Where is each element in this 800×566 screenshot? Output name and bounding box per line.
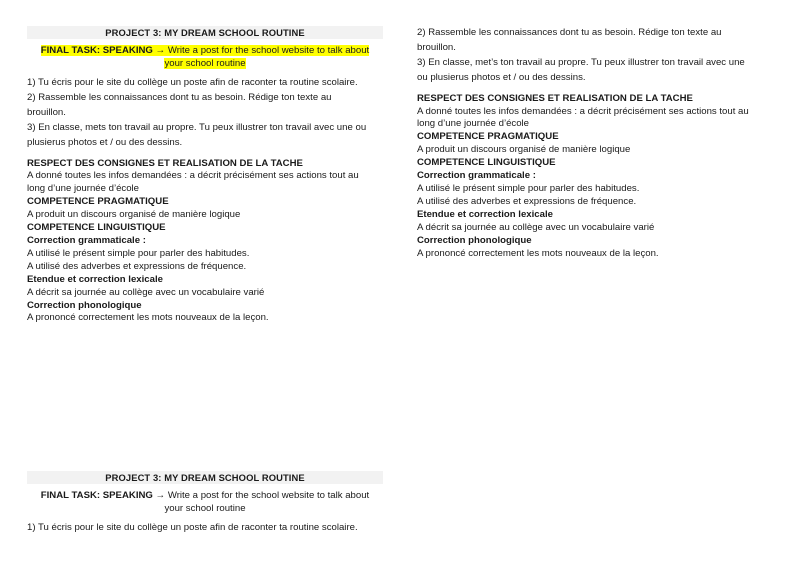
instruction-2a: 2) Rassemble les connaissances dont tu as besoin. Rédige ton texte au bbox=[27, 91, 332, 103]
right-grammar-line-2: A utilisé des adverbes et expressions de fréquence. bbox=[417, 195, 637, 207]
right-grammar-heading: Correction grammaticale : bbox=[417, 170, 536, 182]
final-task bbox=[27, 45, 383, 70]
instruction-1: 1) Tu écris pour le site du collège un poste afin de raconter ta routine scolaire. bbox=[27, 77, 358, 88]
right-linguistique-heading: COMPETENCE LINGUISTIQUE bbox=[417, 157, 556, 169]
pragmatique-heading: COMPETENCE PRAGMATIQUE bbox=[27, 196, 169, 208]
final-task-text-1: Write a post for the school website to talk about bbox=[167, 45, 370, 56]
bottom-project-title: PROJECT 3: MY DREAM SCHOOL ROUTINE bbox=[27, 471, 383, 484]
instruction-2b: brouillon. bbox=[27, 106, 66, 118]
right-respect-line-2: long d’une journée d’école bbox=[417, 118, 530, 130]
grammar-line-1: A utilisé le présent simple pour parler des habitudes. bbox=[27, 247, 250, 259]
right-pragmatique-heading: COMPETENCE PRAGMATIQUE bbox=[417, 131, 559, 143]
left-bottom-column bbox=[27, 471, 383, 535]
right-lexicale-heading: Etendue et correction lexicale bbox=[417, 208, 553, 220]
project-title: PROJECT 3: MY DREAM SCHOOL ROUTINE bbox=[27, 26, 383, 39]
bottom-final-task bbox=[27, 490, 383, 515]
right-instruction-2a: 2) Rassemble les connaissances dont tu as besoin. Rédige ton texte au bbox=[417, 27, 722, 38]
bottom-final-task-text-1: Write a post for the school website to talk about bbox=[167, 490, 370, 501]
bottom-final-task-label: FINAL TASK: SPEAKING bbox=[40, 490, 153, 501]
respect-line-1: A donné toutes les infos demandées : a décrit précisément ses actions tout au bbox=[27, 170, 359, 182]
right-respect-line-1: A donné toutes les infos demandées : a décrit précisément ses actions tout au bbox=[417, 105, 749, 117]
bottom-final-task-text-2: your school routine bbox=[164, 502, 246, 514]
final-task-label: FINAL TASK: SPEAKING bbox=[40, 45, 153, 56]
right-lexicale-text: A décrit sa journée au collège avec un vocabulaire varié bbox=[417, 221, 655, 233]
linguistique-heading: COMPETENCE LINGUISTIQUE bbox=[27, 222, 166, 234]
right-pragmatique-text: A produit un discours organisé de manière logique bbox=[417, 144, 631, 156]
final-task-highlight bbox=[41, 45, 369, 56]
right-column bbox=[417, 27, 767, 260]
instruction-3a: 3) En classe, mets ton travail au propre. Tu peux illustrer ton travail avec une ou bbox=[27, 121, 367, 133]
final-task-text-2: your school routine bbox=[164, 57, 246, 69]
lexicale-heading: Etendue et correction lexicale bbox=[27, 273, 163, 285]
right-grammar-line-1: A utilisé le présent simple pour parler des habitudes. bbox=[417, 182, 640, 194]
phono-heading: Correction phonologique bbox=[27, 299, 142, 311]
arrow-icon: → bbox=[155, 45, 166, 56]
right-phono-heading: Correction phonologique bbox=[417, 234, 532, 246]
instruction-3b: plusierus photos et / ou des dessins. bbox=[27, 136, 183, 148]
right-instruction-2b: brouillon. bbox=[417, 41, 456, 53]
phono-text: A prononcé correctement les mots nouveaux de la leçon. bbox=[27, 312, 269, 324]
right-instruction-3b: ou plusierus photos et / ou des dessins. bbox=[417, 71, 586, 83]
right-instruction-3a: 3) En classe, met’s ton travail au propre. Tu peux illustrer ton travail avec une bbox=[417, 56, 745, 68]
left-column bbox=[27, 26, 383, 325]
right-respect-heading: RESPECT DES CONSIGNES ET REALISATION DE LA TACHE bbox=[417, 92, 693, 104]
respect-heading: RESPECT DES CONSIGNES ET REALISATION DE LA TACHE bbox=[27, 157, 303, 169]
grammar-line-2: A utilisé des adverbes et expressions de fréquence. bbox=[27, 260, 247, 272]
bottom-arrow-icon: → bbox=[155, 490, 166, 501]
bottom-instruction-1: 1) Tu écris pour le site du collège un poste afin de raconter ta routine scolaire. bbox=[27, 522, 358, 533]
respect-line-2: long d’une journée d’école bbox=[27, 183, 140, 195]
pragmatique-text: A produit un discours organisé de manière logique bbox=[27, 209, 241, 221]
lexicale-text: A décrit sa journée au collège avec un vocabulaire varié bbox=[27, 286, 265, 298]
grammar-heading: Correction grammaticale : bbox=[27, 234, 146, 246]
right-phono-text: A prononcé correctement les mots nouveaux de la leçon. bbox=[417, 247, 659, 259]
